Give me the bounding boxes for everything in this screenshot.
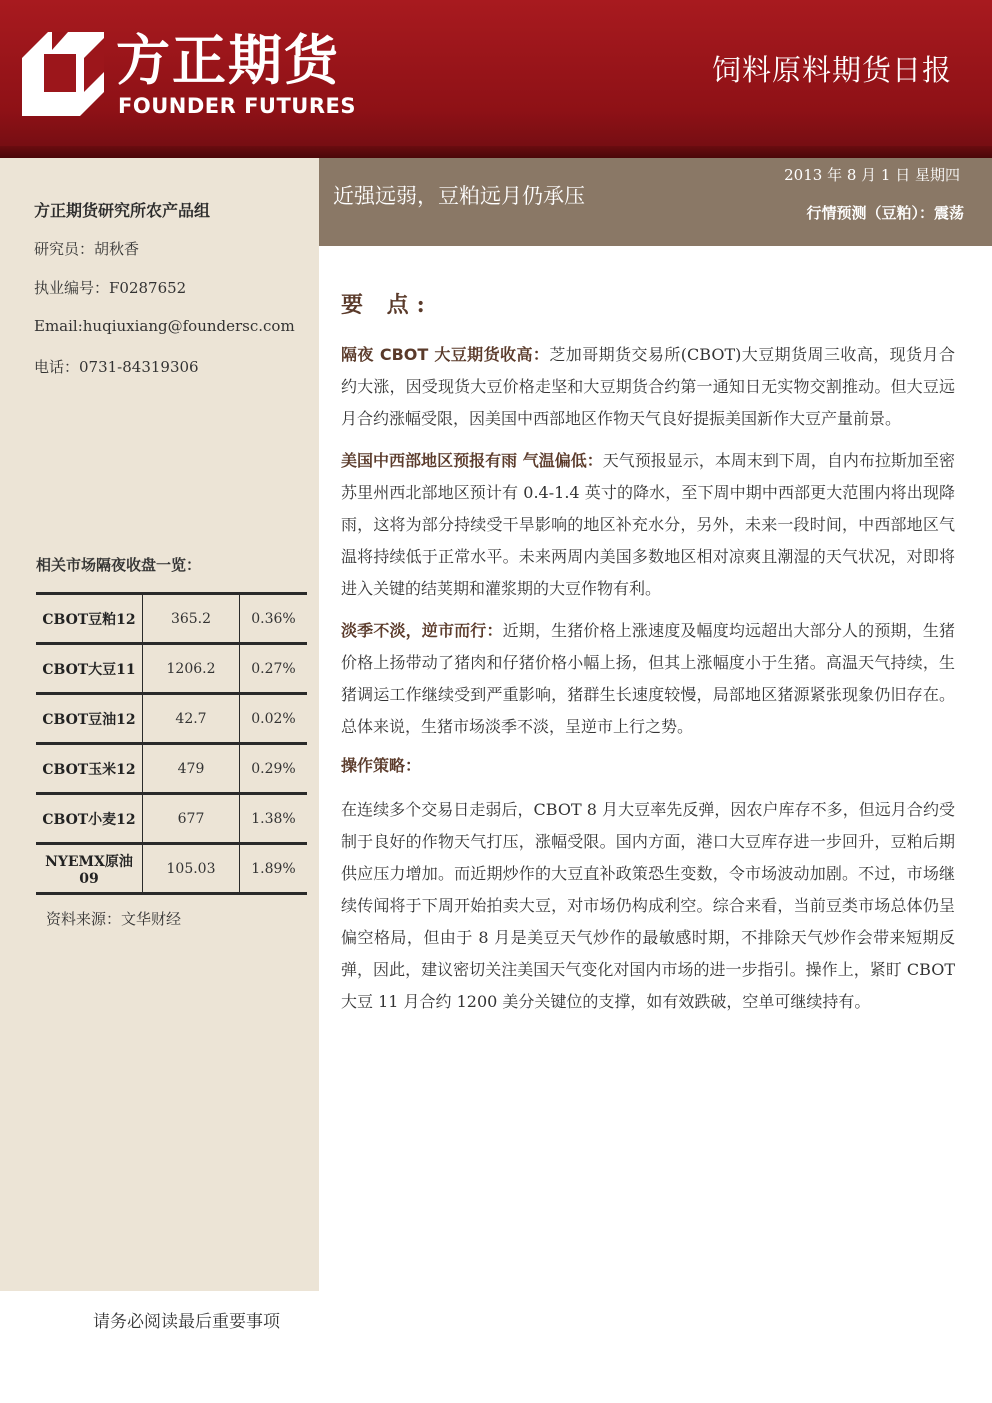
table-row — [36, 794, 307, 844]
close-value: 1206.2 — [143, 644, 240, 694]
license-number: 执业编号：F0287652 — [34, 279, 187, 297]
paragraph-heading: 美国中西部地区预报有雨 气温偏低： — [341, 451, 603, 470]
paragraph-heading: 隔夜 CBOT 大豆期货收高： — [341, 345, 550, 364]
table-row — [36, 644, 307, 694]
strategy-title: 操作策略： — [341, 756, 422, 775]
key-point-paragraph — [341, 339, 955, 435]
change-value: 0.29% — [240, 744, 308, 794]
disclaimer-note: 请务必阅读最后重要事项 — [93, 1312, 280, 1332]
commodity-name: CBOT豆油12 — [36, 694, 143, 744]
table-row — [36, 594, 307, 644]
researcher: 研究员：胡秋香 — [34, 240, 140, 258]
close-value: 677 — [143, 794, 240, 844]
title-band — [319, 158, 992, 246]
key-point-paragraph — [341, 615, 955, 743]
phone: 电话：0731-84319306 — [34, 358, 199, 376]
market-forecast: 行情预测（豆粕）：震荡 — [806, 204, 964, 222]
change-value: 0.36% — [240, 594, 308, 644]
logo-cn-text: 方正期货 — [116, 29, 340, 92]
commodity-name: CBOT玉米12 — [36, 744, 143, 794]
commodity-name: CBOT大豆11 — [36, 644, 143, 694]
key-points-title: 要 点: — [341, 292, 433, 318]
paragraph-body: 天气预报显示，本周末到下周，自内布拉斯加至密苏里州西北部地区预计有 0.4-1.4 英寸的降水，至下周中期中西部更大范围内将出现降雨，这将为部分持续受干旱影响的地区补充水分，另外，未来一段时间，中西部地区气温将持续低于正常水平。未来两周内美国多数地区相对凉爽且潮湿的天气状况，对即将进入关键的结荚期和灌浆期的大豆作物有利。 — [341, 451, 955, 598]
strategy-paragraph: 在连续多个交易日走弱后，CBOT 8 月大豆率先反弹，因农户库存不多，但远月合约受制于良好的作物天气打压，涨幅受限。国内方面，港口大豆库存进一步回升，豆粕后期供应压力增加。而近期炒作的大豆直补政策恐生变数，令市场波动加剧。不过，市场继续传闻将于下周开始拍卖大豆，对市场仍构成利空。综合来看，当前豆类市场总体仍呈偏空格局，但由于 8 月是美豆天气炒作的最敏感时期，不排除天气炒作会带来短期反弹，因此，建议密切关注美国天气变化对国内市场的进一步指引。操作上，紧盯 CBOT 大豆 11 月合约 1200 美分关键位的支撑，如有效跌破，空单可继续持有。 — [341, 800, 955, 1011]
commodity-name: CBOT豆粕12 — [36, 594, 143, 644]
report-headline: 近强远弱，豆粕远月仍承压 — [333, 184, 585, 208]
table-row — [36, 744, 307, 794]
change-value: 0.02% — [240, 694, 308, 744]
main-content — [341, 278, 955, 1028]
paragraph-body: 芝加哥期货交易所(CBOT)大豆期货周三收高，现货月合约大涨，因受现货大豆价格走坚和大豆期货合约第一通知日无实物交割推动。但大豆远月合约涨幅受限，因美国中西部地区作物天气良好提振美国新作大豆产量前景。 — [341, 345, 955, 428]
header-divider — [0, 146, 992, 158]
close-value: 42.7 — [143, 694, 240, 744]
commodity-name: CBOT小麦12 — [36, 794, 143, 844]
table-row — [36, 844, 307, 894]
email[interactable]: Email:huqiuxiang@foundersc.com — [34, 317, 295, 335]
org-name: 方正期货研究所农产品组 — [34, 201, 211, 220]
close-value: 105.03 — [143, 844, 240, 894]
data-source: 资料来源：文华财经 — [46, 910, 182, 928]
close-value: 365.2 — [143, 594, 240, 644]
change-value: 1.89% — [240, 844, 308, 894]
close-value: 479 — [143, 744, 240, 794]
paragraph-body: 近期，生猪价格上涨速度及幅度均远超出大部分人的预期，生猪价格上扬带动了猪肉和仔猪价格小幅上扬，但其上涨幅度小于生猪。高温天气持续，生猪调运工作继续受到严重影响，猪群生长速度较慢，局部地区猪源紧张现象仍旧存在。总体来说，生猪市场淡季不淡，呈逆市上行之势。 — [341, 621, 955, 736]
report-header — [0, 0, 992, 158]
founder-logo-icon — [22, 32, 104, 116]
report-name: 饲料原料期货日报 — [711, 53, 952, 87]
change-value: 0.27% — [240, 644, 308, 694]
logo-en-text: FOUNDER FUTURES — [118, 94, 356, 118]
market-close-table — [36, 592, 307, 895]
table-row — [36, 694, 307, 744]
commodity-name: NYEMX原油09 — [36, 844, 143, 894]
paragraph-heading: 淡季不淡，逆市而行： — [341, 621, 503, 640]
change-value: 1.38% — [240, 794, 308, 844]
market-table-title: 相关市场隔夜收盘一览： — [36, 556, 202, 574]
key-point-paragraph — [341, 445, 955, 605]
report-date: 2013 年 8 月 1 日 星期四 — [784, 166, 960, 184]
